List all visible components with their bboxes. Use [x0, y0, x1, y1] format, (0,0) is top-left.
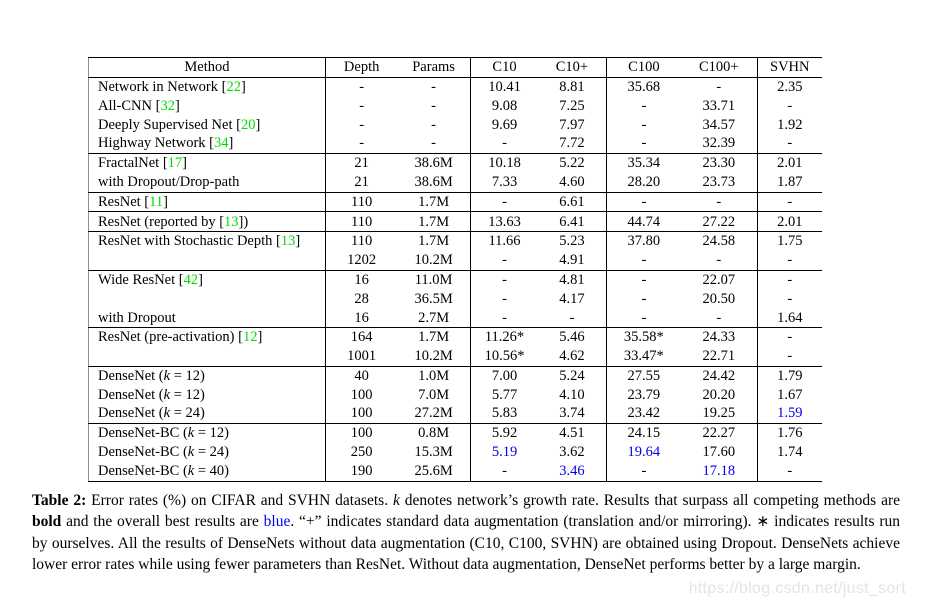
method-cell: ResNet with Stochastic Depth [13] [89, 232, 326, 251]
value-cell: 1.59 [777, 405, 803, 422]
method-cell: DenseNet (k = 12) [89, 386, 326, 405]
value-cell: 164 [350, 329, 373, 346]
value-cell: 44.74 [627, 213, 661, 230]
value-cell: - [502, 290, 507, 307]
value-cell: 20.50 [681, 290, 757, 309]
value-cell: 4.62 [538, 347, 606, 366]
column-header-params: Params [397, 58, 470, 78]
value-cell: 2.01 [777, 155, 803, 172]
value-cell: 17.60 [681, 443, 757, 462]
value-cell: 5.24 [538, 366, 606, 385]
value-cell: 1.67 [777, 386, 803, 403]
value-cell: 36.5M [397, 290, 470, 309]
column-header-c10: C10 [492, 59, 517, 76]
value-cell: 33.71 [681, 97, 757, 116]
value-cell: 21 [354, 155, 369, 172]
table-row [89, 308, 823, 327]
value-cell: 38.6M [397, 173, 470, 192]
value-cell: 4.60 [538, 173, 606, 192]
value-cell: 1.7M [397, 212, 470, 232]
value-cell: 1202 [347, 252, 377, 269]
method-cell: Deeply Supervised Net [20] [89, 115, 326, 134]
table-row [89, 424, 823, 443]
table-row [89, 115, 823, 134]
value-cell: - [641, 116, 647, 133]
value-cell: 5.19 [491, 444, 518, 461]
value-cell: - [787, 290, 793, 307]
value-cell: 1.76 [777, 425, 803, 442]
value-cell: 10.2M [397, 251, 470, 270]
value-cell: - [641, 193, 647, 210]
method-cell: ResNet (reported by [13]) [89, 212, 326, 232]
value-cell: 1.87 [777, 173, 803, 190]
table-row [89, 97, 823, 116]
results-table [88, 57, 822, 482]
value-cell: 2.01 [777, 213, 803, 230]
value-cell: - [397, 97, 470, 116]
value-cell: 40 [354, 367, 369, 384]
method-cell: Network in Network [22] [89, 77, 326, 96]
value-cell: 3.46 [538, 462, 606, 481]
table-row [89, 443, 823, 462]
value-cell: 28 [354, 290, 369, 307]
value-cell: 5.23 [538, 232, 606, 251]
value-cell: 4.91 [538, 251, 606, 270]
table-row [89, 347, 823, 366]
value-cell: 1.74 [777, 444, 803, 461]
value-cell: - [641, 271, 647, 288]
value-cell: 1.75 [777, 233, 803, 250]
table-row [89, 77, 823, 96]
table-row [89, 212, 823, 232]
value-cell: 25.6M [397, 462, 470, 481]
value-cell: 0.8M [397, 424, 470, 443]
value-cell: - [787, 348, 793, 365]
value-cell: 3.62 [538, 443, 606, 462]
value-cell: - [641, 290, 647, 307]
citation-ref: 17 [167, 155, 183, 172]
value-cell: - [641, 309, 647, 326]
method-cell: DenseNet-BC (k = 12) [89, 424, 326, 443]
method-cell [89, 290, 326, 309]
table-row [89, 232, 823, 251]
table-row [89, 134, 823, 153]
value-cell: 5.77 [491, 386, 518, 403]
value-cell: - [787, 135, 793, 152]
value-cell: 10.2M [397, 347, 470, 366]
method-cell: with Dropout [89, 308, 326, 327]
value-cell: - [787, 252, 793, 269]
value-cell: 5.46 [538, 328, 606, 347]
citation-ref: 13 [224, 213, 239, 230]
value-cell: 6.41 [538, 212, 606, 232]
value-cell: 15.3M [397, 443, 470, 462]
value-cell: - [397, 115, 470, 134]
value-cell: 23.79 [627, 386, 661, 403]
value-cell: 4.81 [538, 270, 606, 289]
value-cell: 9.69 [491, 116, 518, 133]
value-cell: 24.15 [627, 425, 661, 442]
value-cell: 7.00 [491, 367, 518, 384]
value-cell: - [359, 135, 365, 152]
value-cell: - [641, 252, 647, 269]
value-cell: - [681, 308, 757, 327]
value-cell: - [502, 135, 507, 152]
value-cell: 1.7M [397, 232, 470, 251]
value-cell: - [681, 77, 757, 96]
value-cell: 27.55 [627, 367, 661, 384]
caption-segment: Error rates (%) on CIFAR and SVHN datasets. [86, 492, 393, 509]
value-cell: 9.08 [491, 97, 518, 114]
value-cell: - [538, 308, 606, 327]
value-cell: 34.57 [681, 115, 757, 134]
value-cell: 1.7M [397, 192, 470, 212]
method-cell: Highway Network [34] [89, 134, 326, 153]
method-cell [89, 347, 326, 366]
method-cell: DenseNet (k = 12) [89, 366, 326, 385]
table-row [89, 386, 823, 405]
method-cell: DenseNet-BC (k = 24) [89, 443, 326, 462]
value-cell: 22.27 [681, 424, 757, 443]
value-cell: 16 [354, 271, 369, 288]
column-header-c100-plus: C100+ [681, 58, 757, 78]
column-header-c10-plus: C10+ [538, 58, 606, 78]
value-cell: 7.25 [538, 97, 606, 116]
value-cell: 6.61 [538, 192, 606, 212]
value-cell: 13.63 [488, 213, 521, 230]
value-cell: 16 [354, 309, 369, 326]
citation-ref: 22 [226, 78, 241, 95]
value-cell: 35.68 [627, 78, 661, 95]
method-cell: DenseNet (k = 24) [89, 404, 326, 423]
citation-ref: 32 [160, 97, 175, 114]
value-cell: 1001 [347, 348, 377, 365]
value-cell: - [502, 271, 507, 288]
value-cell: 1.92 [777, 116, 803, 133]
value-cell: - [502, 462, 507, 479]
value-cell: - [641, 135, 647, 152]
value-cell: 23.73 [681, 173, 757, 192]
value-cell: - [641, 97, 647, 114]
table-row [89, 192, 823, 212]
value-cell: 17.18 [681, 462, 757, 481]
value-cell: - [502, 193, 507, 210]
caption-segment: blue [263, 513, 291, 531]
value-cell: - [397, 134, 470, 153]
citation-ref: 11 [149, 193, 164, 210]
value-cell: - [359, 78, 365, 95]
value-cell: 24.42 [681, 366, 757, 385]
value-cell: 100 [350, 386, 373, 403]
value-cell: 110 [351, 193, 373, 210]
caption-segment: Table 2: [32, 492, 87, 509]
value-cell: 27.2M [397, 404, 470, 423]
column-header-depth: Depth [343, 59, 380, 76]
value-cell: 23.30 [681, 153, 757, 172]
value-cell: - [681, 192, 757, 212]
value-cell: 37.80 [627, 233, 661, 250]
value-cell: - [397, 77, 470, 96]
value-cell: 27.22 [681, 212, 757, 232]
value-cell: 4.51 [538, 424, 606, 443]
value-cell: - [681, 251, 757, 270]
value-cell: 10.18 [488, 155, 521, 172]
value-cell: 24.58 [681, 232, 757, 251]
citation-ref: 20 [240, 116, 256, 133]
value-cell: - [359, 97, 365, 114]
value-cell: - [787, 193, 793, 210]
caption-segment: k [392, 492, 400, 509]
value-cell: 1.7M [397, 328, 470, 347]
value-cell: 38.6M [397, 153, 470, 172]
value-cell: 190 [350, 462, 373, 479]
value-cell: - [787, 97, 793, 114]
method-cell: All-CNN [32] [89, 97, 326, 116]
table-row [89, 366, 823, 385]
value-cell: 250 [350, 444, 373, 461]
value-cell: 35.34 [627, 155, 661, 172]
table-caption [32, 490, 900, 576]
value-cell: - [641, 462, 647, 479]
value-cell: 110 [351, 233, 373, 250]
table-row [89, 173, 823, 192]
value-cell: 5.83 [491, 405, 518, 422]
value-cell: - [502, 252, 507, 269]
value-cell: 4.17 [538, 290, 606, 309]
method-cell [89, 251, 326, 270]
table-row [89, 462, 823, 481]
caption-segment: bold [32, 513, 62, 531]
value-cell: 11.66 [488, 233, 521, 250]
value-cell: 100 [350, 405, 373, 422]
table-row [89, 290, 823, 309]
citation-ref: 12 [242, 329, 258, 346]
value-cell: 19.25 [681, 404, 757, 423]
table-body [89, 77, 823, 481]
value-cell: 28.20 [627, 173, 661, 190]
method-cell: DenseNet-BC (k = 40) [89, 462, 326, 481]
method-cell: ResNet [11] [89, 192, 326, 212]
column-header-c100: C100 [628, 59, 660, 76]
value-cell: 11.26* [484, 329, 525, 346]
value-cell: 7.0M [397, 386, 470, 405]
value-cell: 7.72 [538, 134, 606, 153]
table-row [89, 153, 823, 172]
method-cell: with Dropout/Drop-path [89, 173, 326, 192]
citation-ref: 42 [183, 271, 199, 288]
value-cell: 21 [354, 173, 369, 190]
citation-ref: 34 [213, 135, 229, 152]
value-cell: 2.35 [777, 78, 803, 95]
caption-segment: denotes network’s growth rate. Results that surpass all competing methods are [399, 492, 900, 509]
caption-segment: . “+” indicates standard data augmentation (translation and/or mirroring). ∗ indicates results run by ourselves. All the results of DenseNets without data augmentation (C10, C100, SVHN) are obtained using Dropout. DenseNets achieve lower error rates while using fewer parameters than ResNet. Without data augmentation, DenseNet performs better by a large margin. [32, 513, 900, 574]
value-cell: - [502, 309, 507, 326]
value-cell: - [787, 329, 793, 346]
value-cell: 7.33 [491, 173, 518, 190]
table-row [89, 328, 823, 347]
value-cell: 1.79 [777, 367, 803, 384]
table-row [89, 404, 823, 423]
method-cell: ResNet (pre-activation) [12] [89, 328, 326, 347]
column-header-svhn: SVHN [770, 59, 810, 76]
value-cell: 5.92 [491, 425, 518, 442]
value-cell: 1.64 [777, 309, 803, 326]
value-cell: 7.97 [538, 115, 606, 134]
caption-segment: and the overall best results are [61, 513, 264, 531]
value-cell: 110 [351, 213, 373, 230]
citation-ref: 13 [280, 233, 296, 250]
value-cell: 19.64 [627, 444, 661, 461]
value-cell: 33.47* [623, 348, 664, 365]
value-cell: 8.81 [538, 77, 606, 96]
value-cell: - [787, 271, 793, 288]
value-cell: 11.0M [397, 270, 470, 289]
table-header [89, 58, 823, 78]
value-cell: 1.0M [397, 366, 470, 385]
value-cell: 5.22 [538, 153, 606, 172]
method-cell: FractalNet [17] [89, 153, 326, 172]
value-cell: 4.10 [538, 386, 606, 405]
value-cell: 3.74 [538, 404, 606, 423]
value-cell: 32.39 [681, 134, 757, 153]
value-cell: 24.33 [681, 328, 757, 347]
method-cell: Wide ResNet [42] [89, 270, 326, 289]
table-row [89, 270, 823, 289]
value-cell: 10.56* [484, 348, 525, 365]
value-cell: 10.41 [488, 78, 521, 95]
value-cell: 35.58* [623, 329, 664, 346]
value-cell: - [787, 462, 793, 479]
value-cell: 23.42 [627, 405, 661, 422]
value-cell: 100 [350, 425, 373, 442]
table-row [89, 251, 823, 270]
value-cell: 22.71 [681, 347, 757, 366]
value-cell: - [359, 116, 365, 133]
value-cell: 20.20 [681, 386, 757, 405]
watermark-url: https://blog.csdn.net/just_sort [688, 580, 906, 597]
value-cell: 2.7M [397, 308, 470, 327]
value-cell: 22.07 [681, 270, 757, 289]
column-header-method: Method [89, 58, 326, 78]
